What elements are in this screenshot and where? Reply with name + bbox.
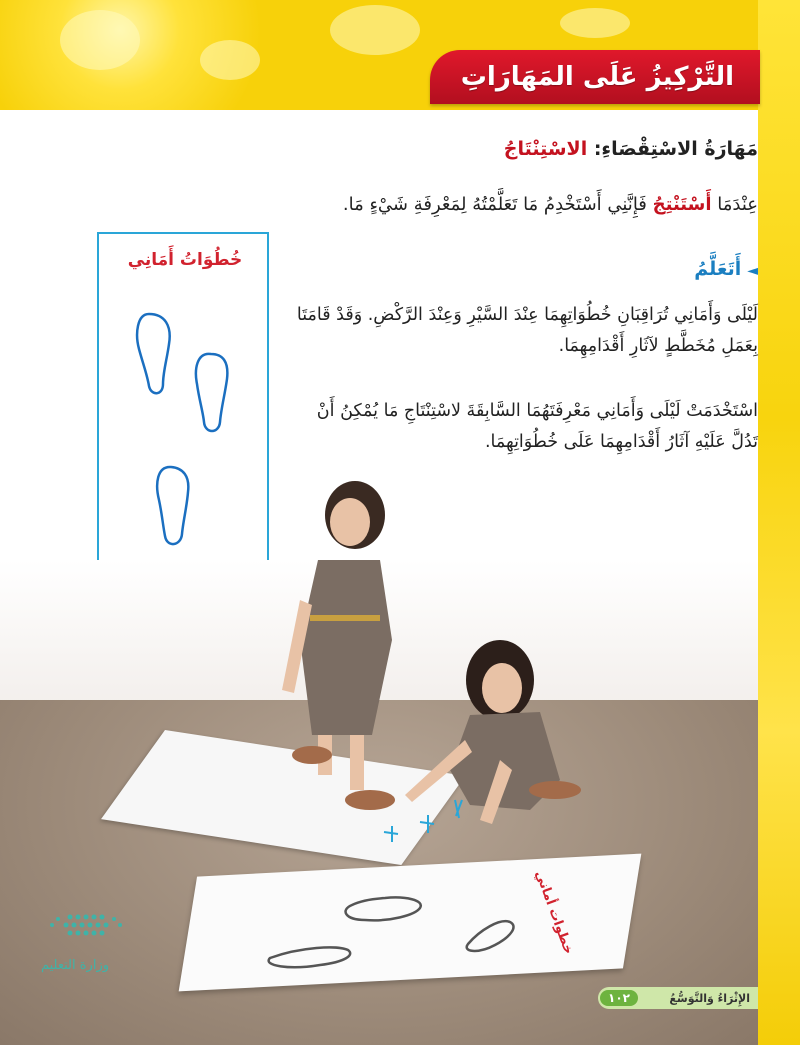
ministry-name: وزارة التعليم <box>40 958 110 973</box>
skill-prefix: مَهَارَةُ الاسْتِقْصَاءِ: <box>587 138 758 160</box>
intro-before: عِنْدَمَا <box>711 194 758 215</box>
page-footer <box>598 987 758 1009</box>
footprint-icon <box>467 921 514 951</box>
intro-after: فَإِنَّنِي أَسْتَخْدِمُ مَا تَعَلَّمْتُهُ لِمَعْرِفَةِ شَيْءٍ مَا. <box>342 194 653 215</box>
footprints-box-title: خُطُوَاتُ أَمَانِي <box>127 250 243 270</box>
paragraph-1: لَيْلَى وَأَمَانِي تُرَاقِبَانِ خُطُوَاتِهِمَا عِنْدَ السَّيْرِ وَعِنْدَ الرَّكْضِ. وَقَدْ قَامَتَا بِعَمَلِ مُخَطَّطٍ لآثَارِ أَقْدَامِهِمَا. <box>296 305 758 356</box>
ministry-logo <box>20 905 140 995</box>
page-number: ١٠٢ <box>600 990 638 1006</box>
learn-marker-icon: ◄ <box>747 263 758 279</box>
footprint-icon <box>346 897 421 920</box>
footprint-icon <box>269 947 351 967</box>
learn-heading-text: أَتَعَلَّمُ <box>694 258 742 280</box>
page-title: التَّرْكِيزُ عَلَى المَهَارَاتِ <box>460 62 734 92</box>
intro-highlight: أَسْتَنْتِجُ <box>652 194 712 215</box>
paragraph-2: اسْتَخْدَمَتْ لَيْلَى وَأَمَانِي مَعْرِفَتَهُمَا السَّابِقَةَ لاسْتِنْتَاجِ مَا يُمْكِنُ أَنْ تَدُلَّ عَلَيْهِ آثَارُ أَقْدَامِهِمَا عَلَى خُطُوَاتِهِمَا. <box>316 401 758 452</box>
sheet-label: خطوات أماني <box>531 868 576 957</box>
skill-name: الاسْتِنْتَاجُ <box>503 138 588 160</box>
ministry-logo-icon <box>20 905 140 955</box>
footer-section-label: الإِثْرَاءُ وَالتَّوَسُّعُ <box>669 991 750 1005</box>
